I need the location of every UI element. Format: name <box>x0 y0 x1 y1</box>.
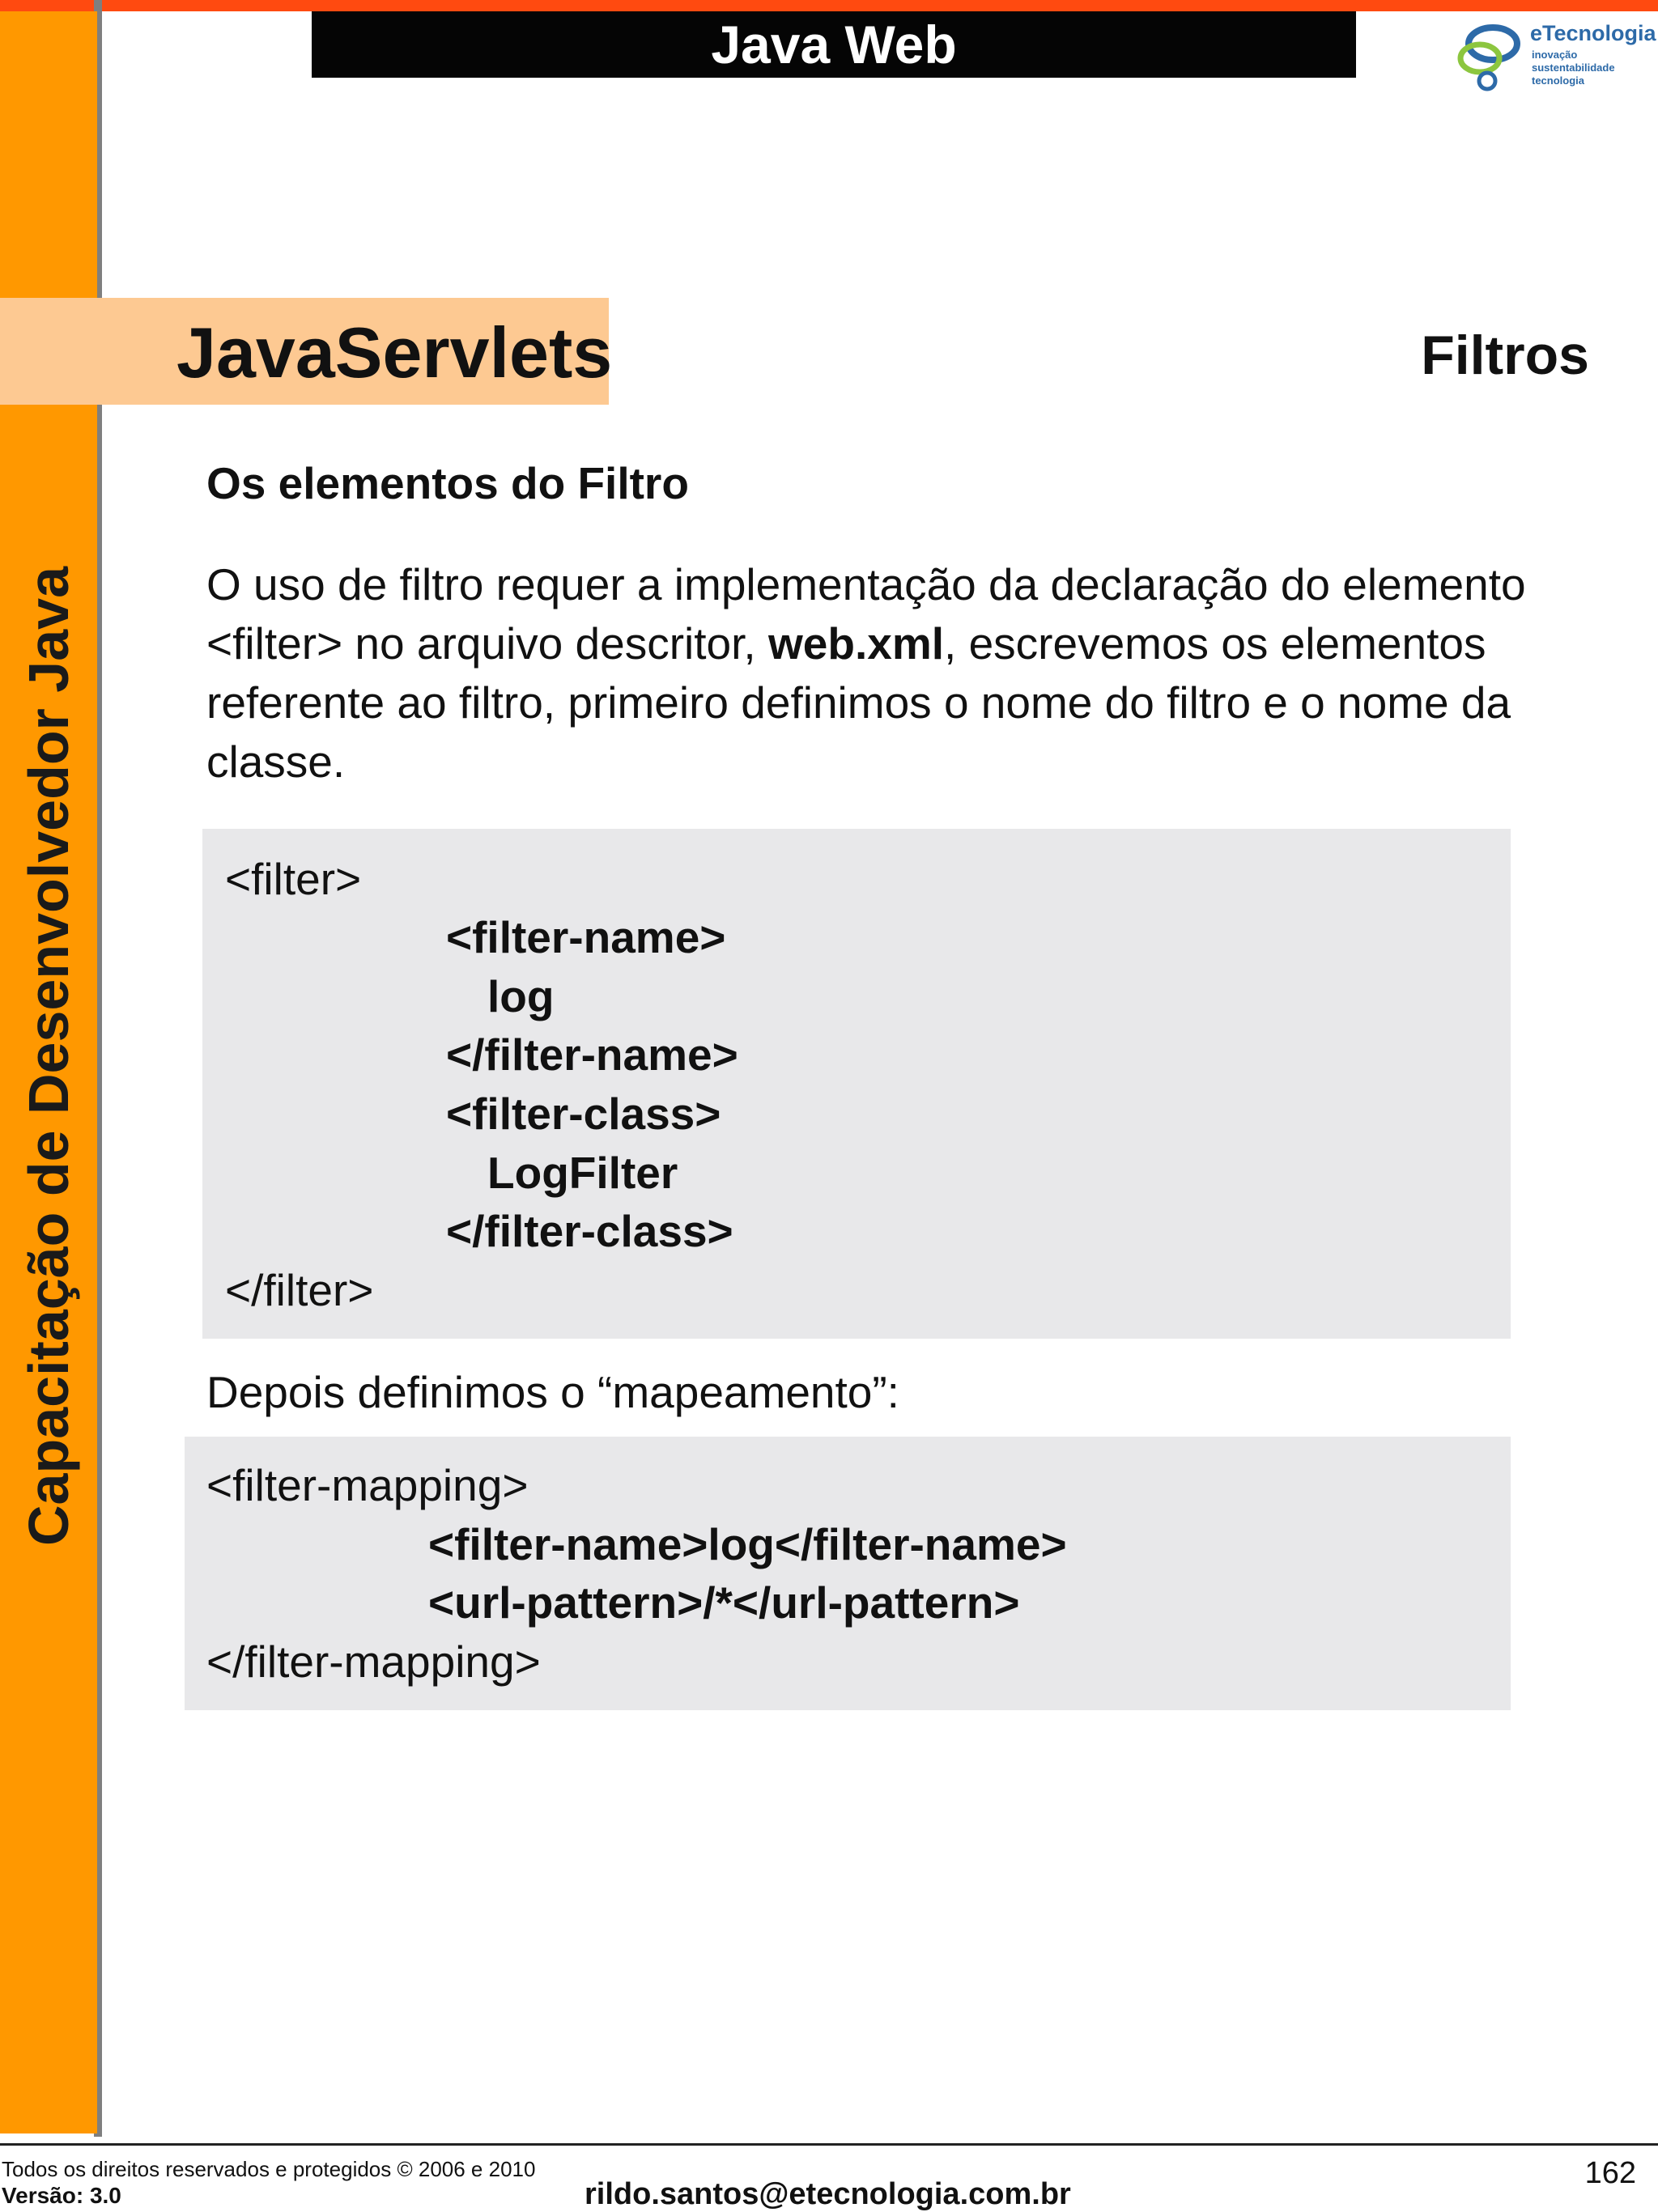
content-subheading: Os elementos do Filtro <box>206 458 689 508</box>
page-number: 162 <box>1584 2156 1636 2190</box>
code-line: <filter-name>log</filter-name> <box>428 1519 1067 1569</box>
filter-mapping-code-block <box>185 1437 1511 1710</box>
footer-version: Versão: 3.0 <box>2 2183 121 2208</box>
logo-name: eTecnologia <box>1530 21 1656 45</box>
intro-text: O uso de filtro requer a implementação da declaração do elemento <filter> no arquivo descritor, <box>206 559 1526 669</box>
code-line: </filter-name> <box>446 1030 738 1080</box>
sidebar-label: Capacitação de Desenvolvedor Java <box>17 566 80 1547</box>
footer-divider <box>0 2143 1658 2146</box>
code-line: <filter> <box>225 854 362 904</box>
section-title: JavaServlets <box>176 312 613 393</box>
etecnologia-logo <box>1449 16 1658 97</box>
code-line: </filter> <box>225 1265 374 1315</box>
logo-rings-icon <box>1449 16 1530 97</box>
code-line: log <box>487 971 555 1021</box>
code-line: LogFilter <box>487 1148 678 1198</box>
footer-email: rildo.santos@etecnologia.com.br <box>585 2177 1071 2211</box>
logo-tagline: tecnologia <box>1532 74 1585 87</box>
footer-copyright: Todos os direitos reservados e protegidos © 2006 e 2010 <box>2 2157 536 2181</box>
code-line: </filter-class> <box>446 1206 733 1256</box>
code-line: <filter-class> <box>446 1089 721 1139</box>
code-line: </filter-mapping> <box>206 1637 541 1687</box>
mapping-intro: Depois definimos o “mapeamento”: <box>206 1367 899 1417</box>
logo-tagline: inovação <box>1532 49 1578 61</box>
intro-paragraph <box>206 555 1583 792</box>
code-line: <filter-name> <box>446 912 726 962</box>
top-accent-bar <box>0 0 1658 11</box>
code-line: <filter-mapping> <box>206 1460 529 1510</box>
logo-tagline: sustentabilidade <box>1532 62 1615 74</box>
code-line: <url-pattern>/*</url-pattern> <box>428 1577 1020 1628</box>
filter-code-block <box>202 829 1511 1339</box>
header-title: Java Web <box>312 11 1356 78</box>
intro-emphasis: web.xml <box>767 618 945 669</box>
topic-title: Filtros <box>1421 325 1589 386</box>
intro-text: , escrevemos os elementos referente ao filtro, primeiro definimos o nome do filtro e o nome da classe. <box>206 618 1511 787</box>
